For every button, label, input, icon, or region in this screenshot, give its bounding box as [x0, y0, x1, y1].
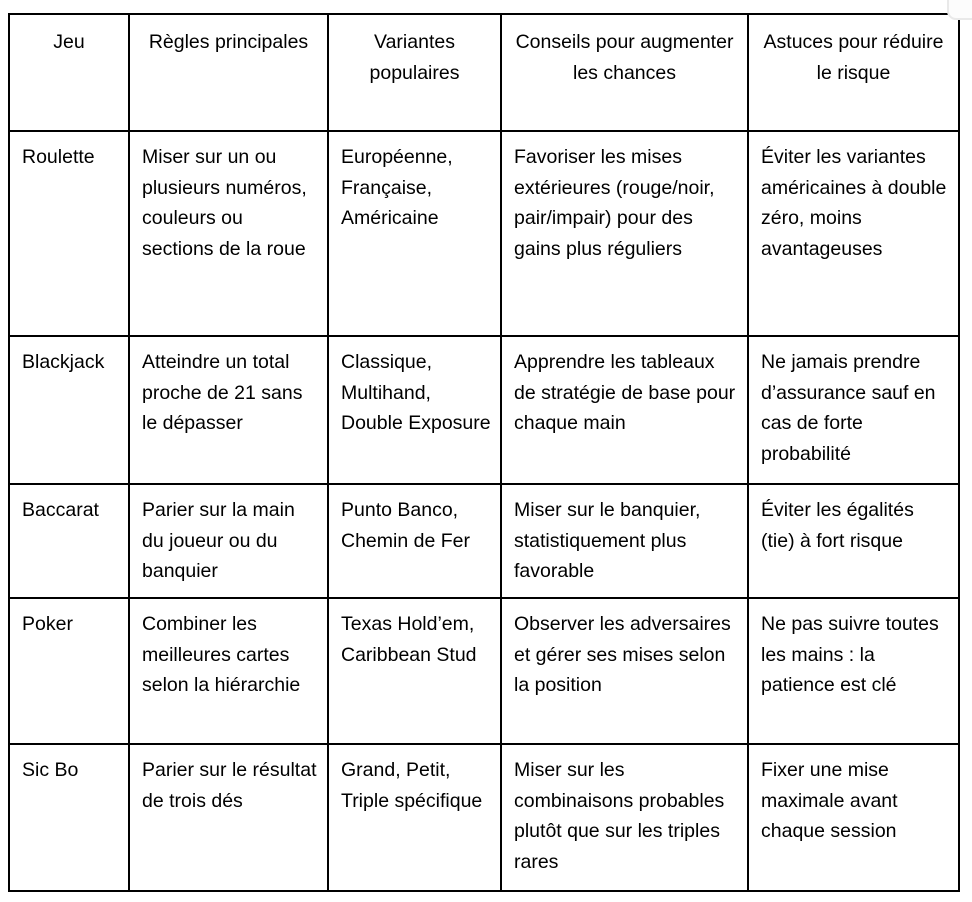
column-header-variantes: Variantes populaires — [328, 14, 501, 131]
cell-conseils: Miser sur le banquier, statistiquement plus favorable — [501, 484, 748, 598]
cell-game-name: Poker — [9, 598, 129, 744]
cell-regles: Atteindre un total proche de 21 sans le dépasser — [129, 336, 328, 484]
cell-astuces: Fixer une mise maximale avant chaque session — [748, 744, 959, 891]
cell-regles: Miser sur un ou plusieurs numéros, couleurs ou sections de la roue — [129, 131, 328, 336]
cell-game-name: Roulette — [9, 131, 129, 336]
cell-variantes: Classique, Multihand, Double Exposure — [328, 336, 501, 484]
cell-astuces: Éviter les égalités (tie) à fort risque — [748, 484, 959, 598]
cell-astuces: Ne jamais prendre d’assurance sauf en cas de forte probabilité — [748, 336, 959, 484]
cell-game-name: Sic Bo — [9, 744, 129, 891]
column-header-jeu: Jeu — [9, 14, 129, 131]
cell-regles: Combiner les meilleures cartes selon la hiérarchie — [129, 598, 328, 744]
partial-overlay-button[interactable] — [947, 0, 972, 20]
cell-game-name: Blackjack — [9, 336, 129, 484]
cell-conseils: Apprendre les tableaux de stratégie de base pour chaque main — [501, 336, 748, 484]
table-row-blackjack — [9, 336, 959, 484]
column-header-astuces: Astuces pour réduire le risque — [748, 14, 959, 131]
cell-variantes: Grand, Petit, Triple spécifique — [328, 744, 501, 891]
cell-game-name: Baccarat — [9, 484, 129, 598]
cell-astuces: Ne pas suivre toutes les mains : la patience est clé — [748, 598, 959, 744]
cell-variantes: Européenne, Française, Américaine — [328, 131, 501, 336]
table-row-poker — [9, 598, 959, 744]
column-header-conseils: Conseils pour augmenter les chances — [501, 14, 748, 131]
cell-astuces: Éviter les variantes américaines à double zéro, moins avantageuses — [748, 131, 959, 336]
cell-variantes: Texas Hold’em, Caribbean Stud — [328, 598, 501, 744]
table-row-sicbo — [9, 744, 959, 891]
cell-conseils: Favoriser les mises extérieures (rouge/noir, pair/impair) pour des gains plus réguliers — [501, 131, 748, 336]
cell-conseils: Miser sur les combinaisons probables plutôt que sur les triples rares — [501, 744, 748, 891]
cell-regles: Parier sur le résultat de trois dés — [129, 744, 328, 891]
casino-games-table — [8, 13, 960, 892]
table-row-roulette — [9, 131, 959, 336]
column-header-regles: Règles principales — [129, 14, 328, 131]
cell-regles: Parier sur la main du joueur ou du banquier — [129, 484, 328, 598]
cell-variantes: Punto Banco, Chemin de Fer — [328, 484, 501, 598]
cell-conseils: Observer les adversaires et gérer ses mises selon la position — [501, 598, 748, 744]
header-row — [9, 14, 959, 131]
table-row-baccarat — [9, 484, 959, 598]
